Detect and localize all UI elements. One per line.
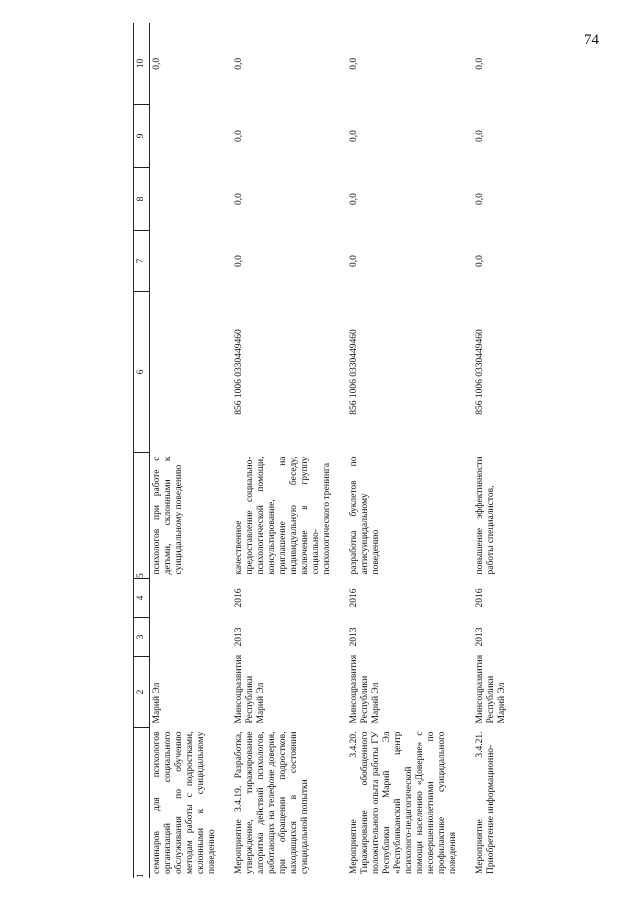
column-header-6: 6 bbox=[134, 292, 150, 453]
end-year: 2016 bbox=[349, 588, 359, 608]
page-number: 74 bbox=[584, 32, 599, 48]
measure-name: Мероприятие 3.4.21. Приобретение информационно- bbox=[475, 731, 496, 874]
value-col-9: 0,0 bbox=[234, 130, 244, 142]
value-col-7: 0,0 bbox=[349, 255, 359, 267]
table-row bbox=[347, 23, 461, 878]
expected-result: разработка буклетов по антисуицидальному поведению bbox=[349, 456, 381, 575]
measure-name: Мероприятие 3.4.19. Разработка, утверждение, тиражирование алгоритма действий психологов, работающих на телефоне доверия, при обращении подростков, находящихся в состоянии суицидальной попытки bbox=[234, 731, 310, 874]
executor: Марий Эл bbox=[152, 682, 162, 724]
value-col-7: 0,0 bbox=[475, 255, 485, 267]
measure-name: семинаров для психологов организаций социального обслуживания по обучению методам работы с подростками, склонными к суицидальному поведению bbox=[152, 731, 217, 874]
executor: Минсоцразвития Республики Марий Эл bbox=[234, 654, 266, 724]
budget-code: 856 1006 0330449460 bbox=[475, 329, 485, 415]
start-year: 2013 bbox=[349, 627, 359, 647]
column-header-8: 8 bbox=[134, 168, 150, 231]
value-col-10: 0,0 bbox=[152, 57, 162, 70]
expected-result: повышение эффективности работы специалистов, bbox=[475, 456, 496, 575]
table-row bbox=[150, 23, 221, 878]
value-col-7 bbox=[150, 231, 221, 292]
measure-name: Мероприятие 3.4.20. Тиражирование обобщенного положительного опыта работы ГУ Республики Марий Эл «Республиканский центр психолого-педагогической помощи населению «Доверие» с несовершеннолетними по профилактике суицидального поведения bbox=[349, 731, 458, 874]
budget-code: 856 1006 0330449460 bbox=[349, 329, 359, 415]
value-col-9 bbox=[150, 105, 221, 168]
value-col-8: 0,0 bbox=[349, 193, 359, 205]
column-header-7: 7 bbox=[134, 231, 150, 292]
column-header-5: 5 bbox=[134, 453, 150, 579]
column-number-row bbox=[134, 23, 150, 878]
start-year: 2013 bbox=[475, 627, 485, 647]
value-col-8: 0,0 bbox=[234, 193, 244, 205]
column-header-1: 1 bbox=[134, 728, 150, 879]
end-year: 2016 bbox=[234, 588, 244, 608]
value-col-10: 0,0 bbox=[475, 57, 485, 70]
column-header-3: 3 bbox=[134, 618, 150, 657]
rotated-table-container bbox=[133, 32, 638, 878]
value-col-7: 0,0 bbox=[234, 255, 244, 267]
end-year bbox=[150, 579, 221, 618]
executor: Минсоцразвития Республики Марий Эл bbox=[475, 654, 507, 724]
table-row bbox=[473, 23, 510, 878]
value-col-8 bbox=[150, 168, 221, 231]
start-year bbox=[150, 618, 221, 657]
budget-code bbox=[150, 292, 221, 453]
end-year: 2016 bbox=[475, 588, 485, 608]
column-header-10: 10 bbox=[134, 23, 150, 105]
expected-result: психологов при работе с детьми, склонными к суицидальному поведению bbox=[152, 456, 184, 575]
value-col-9: 0,0 bbox=[475, 130, 485, 142]
budget-code: 856 1006 0330449460 bbox=[234, 329, 244, 415]
value-col-8: 0,0 bbox=[475, 193, 485, 205]
executor: Минсоцразвития Республики Марий Эл bbox=[349, 654, 381, 724]
program-measures-table bbox=[133, 23, 510, 878]
table-row bbox=[232, 23, 335, 878]
expected-result: качественное предоставление социально-психологической помощи, консультирование, приглашение на индивидуальную беседу, включение в группу социально-психологического тренинга bbox=[234, 456, 332, 575]
column-header-2: 2 bbox=[134, 657, 150, 728]
column-header-4: 4 bbox=[134, 579, 150, 618]
value-col-9: 0,0 bbox=[349, 130, 359, 142]
value-col-10: 0,0 bbox=[349, 57, 359, 70]
value-col-10: 0,0 bbox=[234, 57, 244, 70]
column-header-9: 9 bbox=[134, 105, 150, 168]
start-year: 2013 bbox=[234, 627, 244, 647]
